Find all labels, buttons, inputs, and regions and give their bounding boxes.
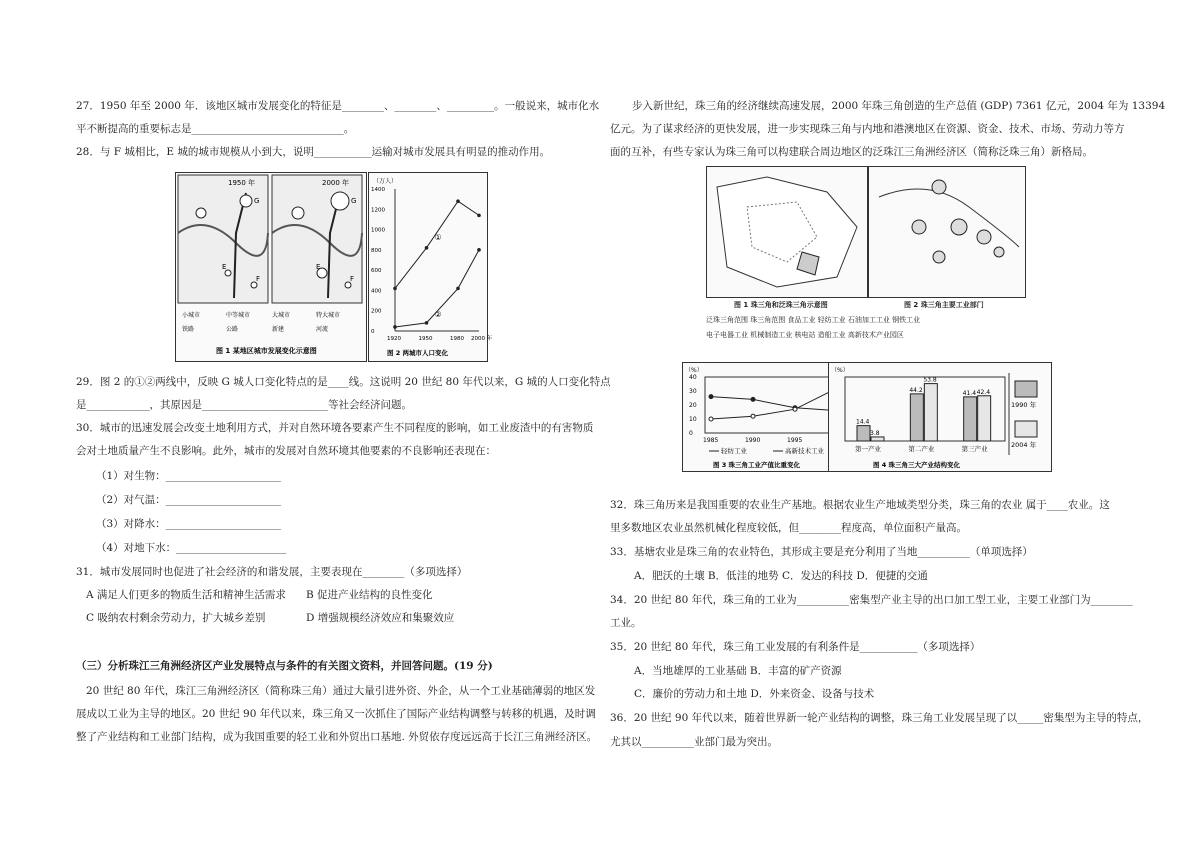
svg-text:E: E — [222, 263, 227, 271]
prd-industry-caption: 图 2 珠三角主要工业部门 — [904, 301, 984, 309]
q35-line: 35．20 世纪 80 年代，珠三角工业发展的有利条件是___________（多项选择） — [610, 641, 981, 653]
prd-industry-svg — [869, 167, 1025, 297]
fig3-point — [709, 417, 713, 421]
section-3-heading: （三）分析珠江三角洲经济区产业发展特点与条件的有关图文资料，并回答问题。(19 分) — [76, 660, 493, 672]
fig3-point — [793, 407, 797, 411]
fig3-xtick: 1985 — [703, 437, 719, 444]
fig3-caption: 图 3 珠三角工业产值比重变化 — [713, 461, 801, 469]
fig1-caption: 图 1 某地区城市发展变化示意图 — [216, 347, 317, 355]
q30-item3: （3）对降水：______________________ — [96, 518, 282, 530]
map-2000-year: 2000 年 — [322, 179, 350, 187]
q31-opt-c: C 吸纳农村剩余劳动力，扩大城乡差别 — [86, 612, 266, 624]
legend-river: 河流 — [316, 326, 329, 333]
fig3-ytick: 20 — [689, 402, 697, 409]
section3-para1: 20 世纪 80 年代，珠江三角洲经济区（简称珠三角）通过大量引进外资、外企，从一个工业基础薄弱的地区发 — [86, 685, 596, 697]
fig3-unit: （%） — [685, 367, 703, 374]
industry-structure-svg — [829, 363, 1051, 471]
fig3-point — [751, 414, 755, 418]
pop-series-label: ② — [434, 309, 442, 319]
city-maps-figure — [175, 172, 367, 362]
pop-ytick: 200 — [371, 308, 382, 315]
map-1950-year: 1950 年 — [228, 179, 256, 187]
fig3-legend-label: 轻纺工业 — [721, 447, 747, 455]
pop-xtick: 1950 — [418, 336, 433, 342]
pop-ytick: 1200 — [371, 207, 385, 214]
pop-unit: （万人） — [373, 178, 398, 185]
q32-line1: 32．珠三角历来是我国重要的农业生产基地。根据农业生产地域类型分类，珠三角的农业 属于____农业。这 — [610, 499, 1110, 511]
fig4-category-label: 第三产业 — [961, 445, 988, 453]
fig4-bar — [924, 384, 937, 441]
pop-ytick: 600 — [371, 268, 382, 275]
pop-ytick: 800 — [371, 247, 382, 254]
section3-para2: 展成以工业为主导的地区。20 世纪 90 年代以来，珠三角又一次抓住了国际产业结构调整与转移的机遇，及时调 — [76, 708, 596, 720]
fig4-unit: （%） — [831, 367, 849, 374]
pop-point — [393, 287, 397, 291]
fig3-point — [709, 395, 713, 399]
pop-caption: 图 2 两城市人口变化 — [387, 349, 449, 357]
right-para1: 步入新世纪，珠三角的经济继续高速发展，2000 年珠三角创造的生产总值 (GDP) 7361 亿元，2004 年为 13394 — [632, 100, 1166, 112]
fig4-legend-swatch — [1015, 381, 1037, 397]
pop-xtick: 1980 — [450, 336, 464, 342]
svg-text:G: G — [351, 197, 357, 205]
fig3-ytick: 30 — [689, 388, 697, 395]
pop-xtick: 1920 — [387, 336, 401, 342]
q35-options-cd: C．廉价的劳动力和土地 D．外来资金、设备与技术 — [634, 688, 875, 700]
fig4-bar — [964, 397, 977, 441]
prd-map-figure — [706, 166, 868, 298]
q30-item2: （2）对气温：______________________ — [96, 494, 282, 506]
right-para3: 面的互补，有些专家认为珠三角可以构建联合周边地区的泛珠江三角洲经济区（简称泛珠三角）新格局。 — [610, 146, 1093, 158]
pop-ytick: 1000 — [371, 227, 385, 234]
fig3-point — [751, 397, 755, 401]
q31-opt-b: B 促进产业结构的良性变化 — [306, 589, 433, 601]
fig4-bar — [871, 437, 884, 441]
legend-new: 新建 — [272, 326, 285, 333]
fig3-ytick: 10 — [689, 416, 697, 423]
legend-road: 公路 — [226, 326, 239, 333]
q33-line: 33．基塘农业是珠三角的农业特色，其形成主要是充分利用了当地__________（单项选择） — [610, 546, 1033, 558]
right-para2: 亿元。为了谋求经济的更快发展，进一步实现珠三角与内地和港澳地区在资源、资金、技术、市场、劳动力等方 — [610, 123, 1125, 135]
q32-line2: 里多数地区农业虽然机械化程度较低，但________程度高，单位面积产量高。 — [610, 522, 967, 534]
fig4-data-label: 42.4 — [976, 388, 991, 396]
pop-point — [477, 248, 481, 252]
pop-point — [456, 199, 460, 203]
q36-line2: 尤其以__________业部门最为突出。 — [610, 736, 778, 748]
fig4-data-label: 41.4 — [962, 389, 977, 397]
prd-map-caption: 图 1 珠三角和泛珠三角示意图 — [734, 301, 828, 309]
pop-point — [425, 321, 429, 325]
legend-large-city: 大城市 — [272, 312, 291, 319]
prd-legend-row2: 电子电器工业 机械制造工业 核电站 造船工业 高新技术产业园区 — [706, 331, 904, 339]
prd-legend-row1: 泛珠三角范围 珠三角范围 食品工业 轻纺工业 石油加工工业 钢铁工业 — [706, 316, 921, 324]
fig3-plot-frame — [705, 377, 843, 433]
q30-item1: （1）对生物：______________________ — [96, 470, 282, 482]
fig4-data-label: 44.2 — [909, 386, 923, 394]
q29-line2: 是____________，其原因是________________________等社会经济问题。 — [76, 399, 412, 411]
industry-structure-chart — [828, 362, 1052, 472]
fig3-series-line — [711, 397, 837, 411]
q33-options: A．肥沃的土壤 B．低洼的地势 C．发达的科技 D．便捷的交通 — [634, 570, 928, 582]
pop-series-label: ① — [434, 232, 442, 242]
q36-line1: 36．20 世纪 90 年代以来，随着世界新一轮产业结构的调整，珠三角工业发展呈现了以_____密集型为主导的特点， — [610, 712, 1149, 724]
pop-point — [425, 246, 429, 250]
q31-opt-d: D 增强规模经济效应和集聚效应 — [306, 612, 455, 624]
legend-small-city: 小城市 — [182, 312, 201, 319]
population-chart — [368, 172, 493, 362]
pop-ytick: 1400 — [371, 187, 385, 193]
fig4-bar — [910, 394, 923, 441]
q34-line1: 34．20 世纪 80 年代，珠三角的工业为__________密集型产业主导的出口加工型工业，主要工业部门为________ — [610, 594, 1133, 606]
pop-ytick: 400 — [371, 288, 382, 295]
fig4-data-label: 53.8 — [923, 376, 937, 384]
fig4-category-label: 第二产业 — [908, 445, 935, 453]
fig4-data-label: 3.8 — [870, 429, 880, 437]
prd-map-svg — [707, 167, 867, 297]
pop-xtick: 2000 年 — [471, 336, 493, 342]
legend-medium-city: 中等城市 — [226, 312, 251, 319]
city-maps-svg — [176, 173, 366, 361]
q27-line2: 平不断提高的重要标志是_____________________________。 — [76, 123, 355, 135]
svg-text:G: G — [254, 197, 260, 205]
q27-line1: 27．1950 年至 2000 年．该地区城市发展变化的特征是________、________、_________。一般说来，城市化水 — [76, 100, 600, 112]
fig3-legend-label: 高新技术工业 — [785, 447, 824, 455]
population-chart-svg — [369, 173, 493, 361]
q31-opt-a: A 满足人们更多的物质生活和精神生活需求 — [86, 589, 286, 601]
q35-options-ab: A．当地雄厚的工业基础 B．丰富的矿产资源 — [634, 665, 842, 677]
pop-point — [456, 287, 460, 291]
fig4-category-label: 第一产业 — [855, 445, 881, 453]
fig3-xtick: 1990 — [745, 437, 761, 444]
fig4-bar — [978, 396, 991, 441]
q29-line1: 29．图 2 的①②两线中，反映 G 城人口变化特点的是____线。这说明 20 世纪 80 年代以来，G 城的人口变化特点 — [76, 376, 611, 388]
q31-line: 31．城市发展同时也促进了社会经济的和谐发展，主要表现在________（多项选择） — [76, 566, 468, 578]
svg-text:F: F — [350, 275, 355, 283]
q30-line1: 30．城市的迅速发展会改变土地利用方式，并对自然环境各要素产生不同程度的影响，如工业废渣中的有害物质 — [76, 422, 594, 434]
pop-point — [393, 325, 397, 329]
legend-railway: 铁路 — [182, 326, 195, 333]
fig4-legend-label: 1990 年 — [1011, 401, 1037, 409]
pop-series-line — [395, 201, 479, 288]
legend-mega-city: 特大城市 — [316, 312, 341, 319]
fig4-data-label: 14.4 — [856, 418, 870, 426]
fig4-bar — [857, 426, 870, 441]
svg-text:F: F — [256, 275, 261, 283]
fig3-xtick: 1995 — [787, 437, 803, 444]
fig4-legend-swatch — [1015, 421, 1037, 437]
svg-text:E: E — [316, 263, 321, 271]
fig3-ytick: 0 — [689, 430, 693, 437]
pop-point — [477, 214, 481, 218]
q28-line: 28．与 F 城相比，E 城的城市规模从小到大，说明___________运输对城市发展具有明显的推动作用。 — [76, 146, 551, 158]
fig4-caption: 图 4 珠三角三大产业结构变化 — [873, 461, 961, 469]
pop-ytick: 0 — [371, 329, 375, 335]
fig3-ytick: 40 — [689, 374, 697, 381]
q30-item4: （4）对地下水：_____________________ — [96, 542, 287, 554]
q30-line2: 会对土地质量产生不良影响。此外，城市的发展对自然环境其他要素的不良影响还表现在： — [76, 445, 496, 457]
section3-para3: 整了产业结构和工业部门结构，成为我国重要的轻工业和外贸出口基地. 外贸依存度远远高于长江三角洲经济区。 — [76, 731, 598, 743]
q34-line2: 工业。 — [610, 617, 642, 629]
prd-industry-figure — [868, 166, 1026, 298]
fig4-legend-label: 2004 年 — [1011, 441, 1037, 449]
